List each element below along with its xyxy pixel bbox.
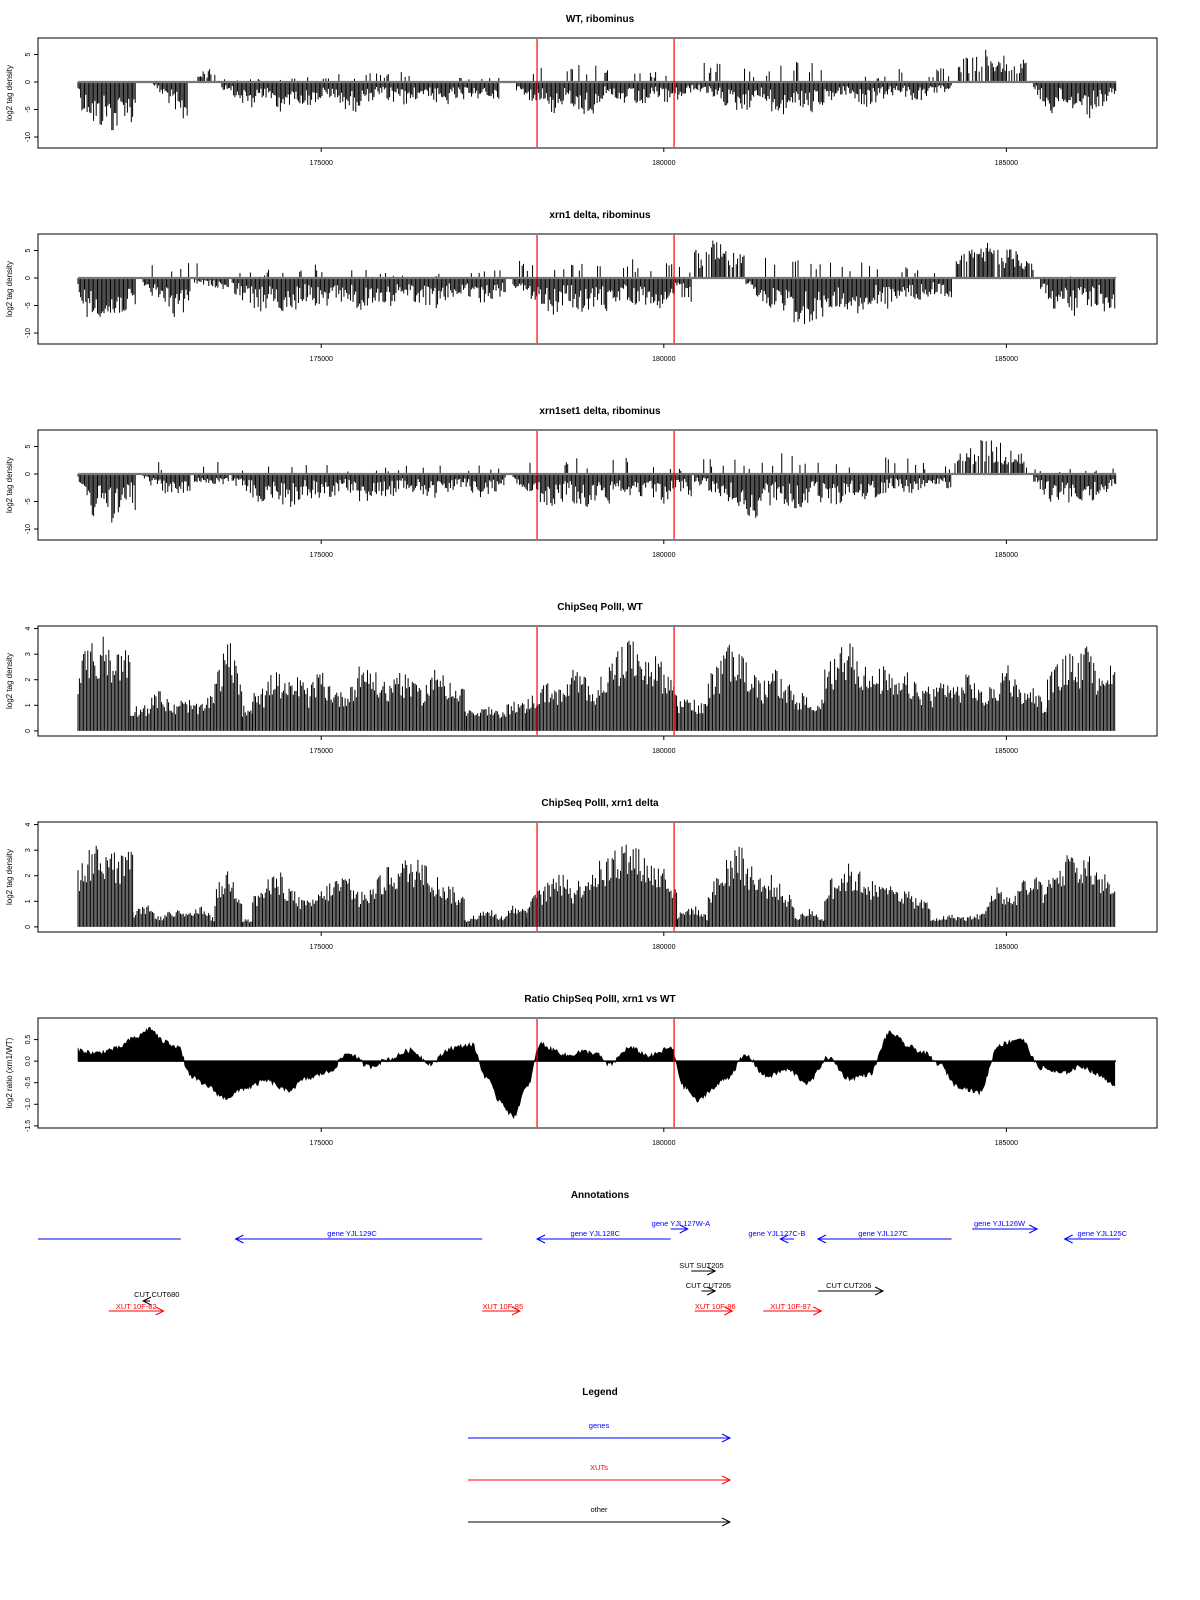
y-tick-label: -1.0 [25, 1098, 32, 1111]
x-tick-label: 185000 [994, 1140, 1019, 1147]
y-tick-label: 5 [25, 444, 32, 449]
panel-5 [5, 798, 1157, 951]
annotation-other [818, 1281, 883, 1295]
y-tick-label: 5 [25, 248, 32, 253]
y-tick-label: 4 [25, 626, 32, 631]
panel-1 [5, 14, 1157, 167]
annotation-label: XUT 10F-86 [694, 1302, 736, 1311]
annotation-xut [695, 1302, 736, 1315]
annotation-gene [537, 1229, 671, 1243]
annotation-gene [818, 1229, 952, 1243]
legend [582, 1387, 618, 1398]
legend-label: genes [588, 1421, 610, 1430]
x-tick-label: 180000 [652, 552, 676, 559]
x-tick-label: 175000 [309, 944, 333, 951]
y-tick-label: 1 [25, 703, 32, 708]
annotation-gene [748, 1229, 805, 1243]
panel-title: WT, ribominus [565, 14, 635, 25]
annotation-label: gene YJL128C [570, 1229, 621, 1238]
legend-entry-other [468, 1505, 730, 1526]
y-tick-label: 5 [25, 52, 32, 57]
y-tick-label: -0.5 [25, 1076, 32, 1089]
y-axis-label: log2 tag density [5, 652, 14, 710]
annotation-label: CUT CUT205 [685, 1281, 731, 1290]
y-tick-label: 2 [25, 873, 32, 878]
plot-frame [38, 626, 1157, 736]
x-tick-label: 175000 [309, 160, 333, 167]
legend-label: XUTs [590, 1463, 608, 1472]
panel-3 [5, 406, 1157, 559]
panel-title: ChipSeq PolII, xrn1 delta [541, 798, 659, 809]
y-tick-label: 1 [25, 899, 32, 904]
y-tick-label: 0 [25, 80, 32, 84]
x-tick-label: 185000 [994, 356, 1019, 363]
annotation-label: SUT SUT205 [679, 1261, 724, 1270]
panel-title: xrn1set1 delta, ribominus [539, 406, 661, 417]
panel-title: Ratio ChipSeq PolII, xrn1 vs WT [524, 994, 676, 1005]
annotation-label: CUT CUT206 [826, 1281, 872, 1290]
annotation-other [686, 1281, 731, 1295]
y-tick-label: -5 [25, 302, 32, 309]
y-axis-label: log2 tag density [5, 456, 14, 514]
annotation-label: CUT CUT680 [134, 1290, 180, 1299]
y-tick-label: -5 [25, 498, 32, 505]
annotation-label: XUT 10F-85 [482, 1302, 524, 1311]
y-tick-label: 3 [25, 848, 32, 853]
x-tick-label: 180000 [652, 944, 676, 951]
y-tick-label: -10 [25, 523, 32, 535]
y-tick-label: -10 [25, 131, 32, 143]
y-tick-label: 2 [25, 677, 32, 682]
y-axis-label: log2 tag density [5, 64, 14, 122]
annotation-xut [482, 1302, 523, 1315]
legend-entry-XUTs [468, 1463, 730, 1484]
panel-4 [5, 602, 1157, 755]
annotation-other [679, 1261, 723, 1275]
y-tick-label: 3 [25, 652, 32, 657]
y-tick-label: 0.5 [25, 1034, 32, 1045]
y-tick-label: -5 [25, 106, 32, 113]
ratio-area [78, 1027, 1115, 1118]
x-tick-label: 180000 [652, 356, 676, 363]
x-tick-label: 180000 [652, 160, 676, 167]
y-tick-label: -10 [25, 327, 32, 339]
panel-2 [5, 210, 1157, 363]
y-axis-label: log2 tag density [5, 848, 14, 906]
x-tick-label: 180000 [652, 748, 676, 755]
annotation-label: XUT 10F-87 [770, 1302, 811, 1311]
x-tick-label: 185000 [994, 160, 1019, 167]
x-tick-label: 175000 [309, 748, 333, 755]
panel-6 [5, 994, 1157, 1147]
annotation-label: gene YJL126W [973, 1219, 1026, 1228]
annotation-label: gene YJL129C [327, 1229, 377, 1238]
annotations-track [571, 1190, 630, 1201]
x-tick-label: 175000 [309, 552, 333, 559]
annotation-label: gene YJL127C [858, 1229, 908, 1238]
y-axis-label: log2 ratio (xrn1/WT) [5, 1037, 14, 1109]
panel-title: xrn1 delta, ribominus [549, 210, 651, 221]
panel-title: ChipSeq PolII, WT [557, 602, 643, 613]
annotation-label: XUT 10F-82 [115, 1302, 157, 1311]
y-tick-label: 0 [25, 728, 32, 733]
y-tick-label: 0 [25, 276, 32, 280]
annotation-label: gene YJL127W-A [651, 1219, 711, 1228]
annotation-label: gene YJL127C-B [748, 1229, 806, 1238]
annotation-xut [763, 1302, 821, 1315]
legend-title: Legend [582, 1387, 618, 1398]
annotation-gene [972, 1219, 1037, 1233]
y-axis-label: log2 tag density [5, 260, 14, 318]
y-tick-label: -1.5 [25, 1119, 32, 1132]
x-tick-label: 185000 [994, 944, 1019, 951]
annotation-xut [109, 1302, 164, 1315]
annotations-title: Annotations [570, 1190, 630, 1201]
legend-label: other [590, 1505, 608, 1514]
annotation-gene [236, 1229, 483, 1243]
y-tick-label: 0 [25, 924, 32, 929]
y-tick-label: 4 [25, 822, 32, 827]
x-tick-label: 185000 [994, 552, 1019, 559]
x-tick-label: 180000 [652, 1140, 676, 1147]
y-tick-label: 0 [25, 472, 32, 476]
annotation-label: gene YJL125C [1077, 1229, 1128, 1238]
annotation-gene [652, 1219, 711, 1233]
annotation-gene [1065, 1229, 1128, 1243]
y-tick-label: 0.0 [25, 1056, 32, 1067]
x-tick-label: 175000 [309, 1140, 333, 1147]
x-tick-label: 185000 [994, 748, 1019, 755]
legend-entry-genes [468, 1421, 730, 1442]
x-tick-label: 175000 [309, 356, 333, 363]
